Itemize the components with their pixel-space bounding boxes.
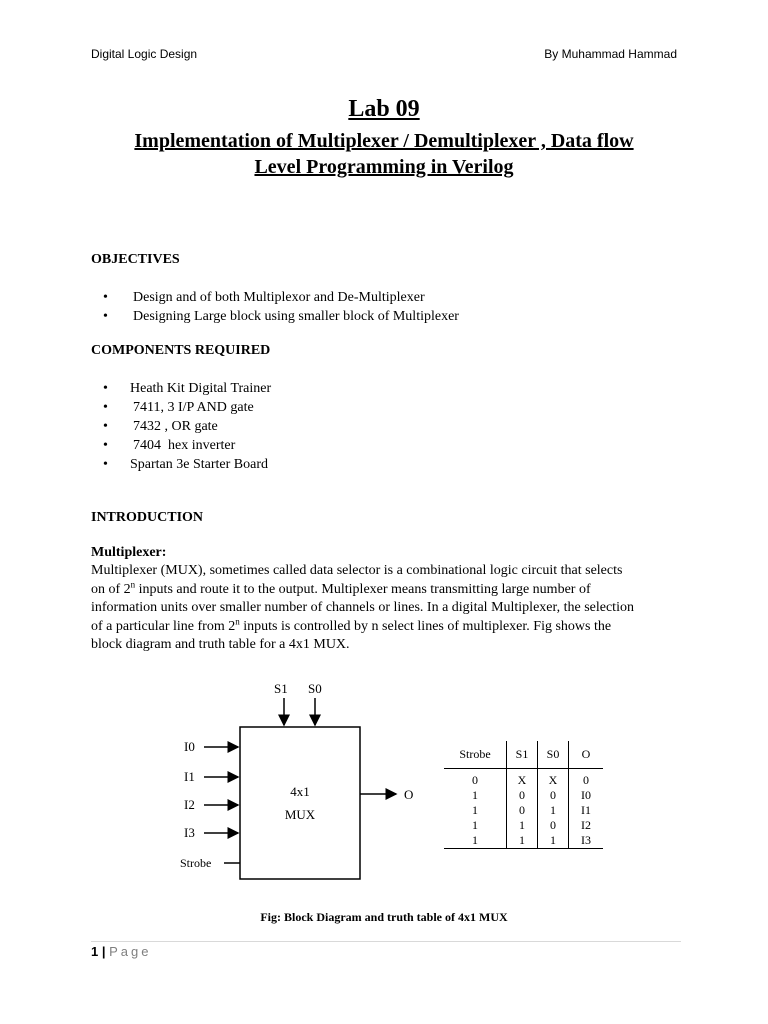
output-label: O [404,787,414,802]
input-label-i0: I0 [184,739,195,754]
multiplexer-subheading: Multiplexer: [91,545,167,560]
footer-separator: | [98,944,110,959]
introduction-heading: INTRODUCTION [91,510,204,525]
components-heading: COMPONENTS REQUIRED [91,343,271,358]
table-header-cell: Strobe [444,741,507,769]
block-label-mux: MUX [284,807,316,822]
figure-caption: Fig: Block Diagram and truth table of 4x1 MUX [260,910,508,924]
table-header-cell: O [569,741,604,769]
input-label-strobe: Strobe [180,856,212,870]
input-label-i2: I2 [184,797,195,812]
bullet-icon: • [103,400,108,415]
bullet-icon: • [103,457,108,472]
select-label-s0: S0 [308,681,322,696]
lab-title-line-1: Implementation of Multiplexer / Demultiplexer , Data flow [134,130,634,152]
footer-divider [91,941,681,942]
block-label-size: 4x1 [290,784,310,799]
page-number: 1 [91,944,99,959]
running-header-title: Digital Logic Design [91,47,198,61]
table-row: 0 X X 0 [444,769,603,789]
truth-table [444,741,603,849]
bullet-icon: • [103,438,108,453]
lab-number-title: Lab 09 [348,96,420,122]
lab-title-line-2: Level Programming in Verilog [254,156,514,178]
table-header-row [444,741,603,769]
table-row: 1 0 0 I0 [444,788,603,803]
bullet-icon: • [103,381,108,396]
multiplexer-paragraph: Multiplexer (MUX), sometimes called data selector is a combinational logic circuit that selects on of 2$^n$ inputs and route it to the output. Multiplexer means transmitting large number of information units over smaller number of channels or lines. In a digital Multiplexer, the selection of a particular line from 2$^n$ inputs is controlled by n select lines of multiplexer. Fig shows the block diagram and truth table for a 4x1 MUX. [91,563,634,652]
bullet-icon: • [103,419,108,434]
input-label-i1: I1 [184,769,195,784]
select-label-s1: S1 [274,681,288,696]
page-label: Page [109,944,152,959]
table-row: 1 0 1 I1 [444,803,603,818]
mux-block-diagram [170,672,430,887]
input-label-i3: I3 [184,825,195,840]
mux-block [240,727,360,879]
bullet-icon: • [103,290,108,305]
lab-title [0,128,768,180]
objectives-heading: OBJECTIVES [91,252,180,267]
running-header-author: By Muhammad Hammad [544,47,677,61]
table-header-cell: S1 [507,741,538,769]
table-header-cell: S0 [538,741,569,769]
table-row: 1 1 1 I3 [444,833,603,849]
table-row: 1 1 0 I2 [444,818,603,833]
page-footer [91,944,151,959]
bullet-icon: • [103,309,108,324]
